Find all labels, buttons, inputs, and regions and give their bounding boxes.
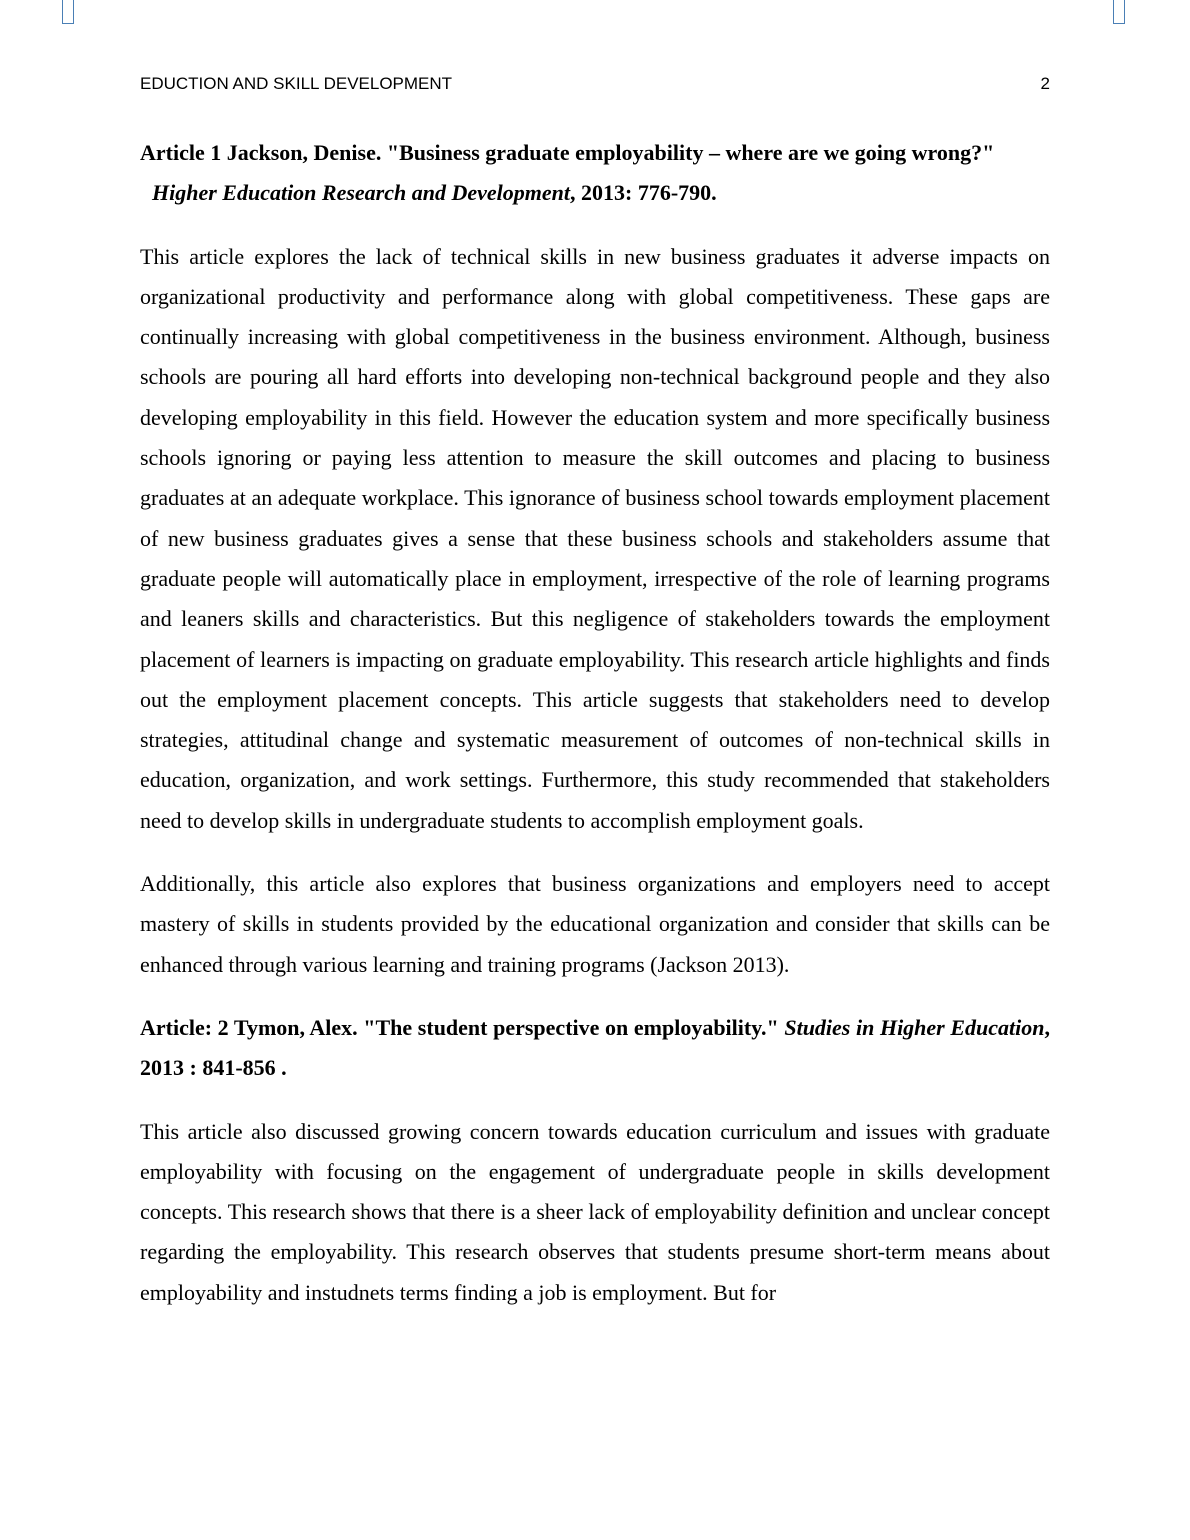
crop-mark-left <box>62 0 74 24</box>
article-1-citation <box>140 133 1050 214</box>
page-number: 2 <box>1040 74 1050 93</box>
article-1-citation-prefix: Article 1 Jackson, Denise. "Business graduate employability – where are we going wrong?" <box>140 140 995 165</box>
article-1-paragraph-2: Additionally, this article also explores that business organizations and employers need to accept mastery of skills in students provided by the educational organization and consider that skills can be enhanced through various learning and training programs (Jackson 2013). <box>140 871 1050 977</box>
article-2-citation-prefix: Article: 2 Tymon, Alex. "The student perspective on employability." <box>140 1014 785 1040</box>
article-2-citation-suffix: , 2013 : 841-856 . <box>140 1014 1050 1081</box>
running-header <box>140 72 1050 96</box>
crop-mark-right <box>1113 0 1125 24</box>
article-2-paragraph-1: This article also discussed growing concern towards education curriculum and issues with graduate employability with focusing on the engagement of undergraduate people in skills development concepts. This research shows that there is a sheer lack of employability definition and unclear concept regarding the employability. This research observes that students presume short-term means about employability and instudnets terms finding a job is employment. But for <box>140 1118 1050 1305</box>
article-2-journal: Studies in Higher Education <box>784 1014 1045 1040</box>
article-1-journal: Higher Education Research and Development <box>152 180 570 206</box>
document-body <box>140 133 1050 1336</box>
article-2-citation <box>140 1008 1050 1089</box>
running-head-title: EDUCTION AND SKILL DEVELOPMENT <box>140 74 453 93</box>
article-1-citation-suffix: , 2013: 776-790. <box>570 180 717 206</box>
article-1-paragraph-1: This article explores the lack of technical skills in new business graduates it adverse impacts on organizational productivity and performance along with global competitiveness. These gaps are continually increasing with global competitiveness in the business environment. Although, business schools are pouring all hard efforts into developing non-technical background people and they also developing employability in this field. However the education system and more specifically business schools ignoring or paying less attention to measure the skill outcomes and placing to business graduates at an adequate workplace. This ignorance of business school towards employment placement of new business graduates gives a sense that these business schools and stakeholders assume that graduate people will automatically place in employment, irrespective of the role of learning programs and leaners skills and characteristics. But this negligence of stakeholders towards the employment placement of learners is impacting on graduate employability. This research article highlights and finds out the employment placement concepts. This article suggests that stakeholders need to develop strategies, attitudinal change and systematic measurement of outcomes of non-technical skills in education, organization, and work settings. Furthermore, this study recommended that stakeholders need to develop skills in undergraduate students to accomplish employment goals. <box>140 243 1050 833</box>
